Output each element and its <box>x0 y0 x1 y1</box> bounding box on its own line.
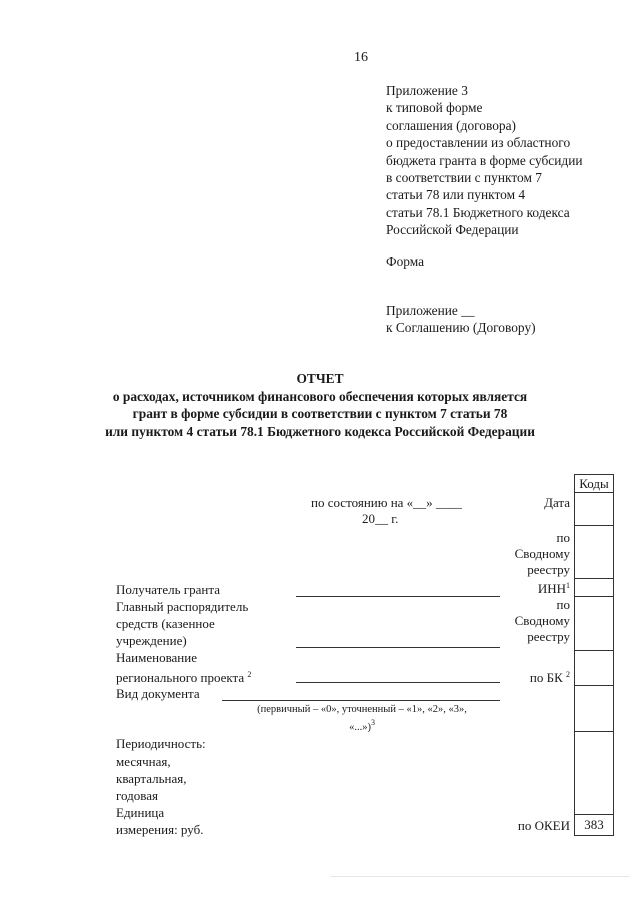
footnote-mark: 2 <box>566 670 570 679</box>
report-title <box>0 370 640 440</box>
unit-label-1: Единица <box>116 805 165 820</box>
footnote-mark: 2 <box>247 670 252 679</box>
svodny-label-1c: реестру <box>527 562 570 577</box>
bk-text: по БК <box>529 670 563 685</box>
okei-code: 383 <box>584 817 604 832</box>
doc-type-hint-line-2 <box>222 716 502 734</box>
grant-recipient-label: Получатель гранта <box>116 582 220 597</box>
attachment-line: к Соглашению (Договору) <box>386 320 536 336</box>
codes-divider <box>575 814 613 815</box>
project-name-text: регионального проекта <box>116 670 245 685</box>
doc-type-label: Вид документа <box>116 686 200 701</box>
appendix-line: Приложение 3 <box>386 83 468 98</box>
okei-label: по ОКЕИ <box>517 818 570 833</box>
page-number: 16 <box>354 50 368 65</box>
inn-text: ИНН <box>537 581 566 596</box>
appendix-line: бюджета гранта в форме субсидии <box>386 152 583 168</box>
periodicity-label-3: квартальная, <box>116 771 187 786</box>
appendix-block <box>386 82 583 239</box>
appendix-line: статьи 78.1 Бюджетного кодекса <box>386 204 570 220</box>
footnote-mark: 1 <box>566 581 570 590</box>
appendix-line: о предоставлении из областного <box>386 135 571 151</box>
periodicity-label-4: годовая <box>116 788 158 803</box>
appendix-line: Российской Федерации <box>386 222 519 238</box>
doc-type-hint <box>222 703 502 734</box>
as-of-date-line2: 20__ г. <box>362 511 399 526</box>
codes-divider <box>575 492 613 493</box>
appendix-line: статьи 78 или пунктом 4 <box>386 187 526 203</box>
appendix-line: в соответствии с пунктом 7 <box>386 170 542 186</box>
periodicity-label-2: месячная, <box>116 754 171 769</box>
report-title-line: или пунктом 4 статьи 78.1 Бюджетного кодекса Российской Федерации <box>105 423 535 439</box>
codes-divider <box>575 578 613 579</box>
codes-divider <box>575 596 613 597</box>
project-name-label-2 <box>116 667 251 687</box>
svodny-label-2b: Сводному <box>514 613 570 628</box>
appendix-line: соглашения (договора) <box>386 117 517 133</box>
project-name-label-1: Наименование <box>116 650 197 665</box>
codes-column <box>574 474 614 836</box>
main-manager-label-1: Главный распорядитель <box>116 599 249 614</box>
main-manager-field[interactable] <box>296 647 500 648</box>
codes-divider <box>575 685 613 686</box>
page-edge-divider <box>330 876 630 877</box>
codes-header: Коды <box>579 476 609 491</box>
grant-recipient-field[interactable] <box>296 596 500 597</box>
svodny-label-2c: реестру <box>527 629 570 644</box>
svodny-label-1a: по <box>556 530 570 545</box>
doc-type-hint-line: (первичный – «0», уточненный – «1», «2», «3», <box>257 704 467 715</box>
periodicity-label-1: Периодичность: <box>116 736 206 751</box>
main-manager-label-2: средств (казенное <box>116 616 215 631</box>
appendix-line: к типовой форме <box>386 100 483 116</box>
codes-divider <box>575 650 613 651</box>
attachment-line: Приложение __ <box>386 303 475 318</box>
attachment-block <box>386 302 536 337</box>
bk-label <box>530 667 570 687</box>
main-manager-label-3: учреждение) <box>116 633 187 648</box>
date-label: Дата <box>544 495 570 510</box>
report-heading: ОТЧЕТ <box>296 371 344 386</box>
report-title-line: о расходах, источником финансового обеспечения которых является <box>112 388 528 404</box>
report-title-line: грант в форме субсидии в соответствии с пунктом 7 статьи 78 <box>132 406 508 421</box>
form-label: Форма <box>386 254 425 269</box>
project-name-field[interactable] <box>296 682 500 683</box>
as-of-date-line1: по состоянию на «__» ____ <box>311 495 462 510</box>
doc-type-hint-text: «...») <box>349 722 371 733</box>
footnote-mark: 3 <box>370 718 375 727</box>
codes-divider <box>575 731 613 732</box>
svodny-label-1b: Сводному <box>514 546 570 561</box>
inn-label <box>538 578 570 598</box>
svodny-label-2a: по <box>556 597 570 612</box>
unit-label-2: измерения: руб. <box>116 822 204 837</box>
codes-divider <box>575 525 613 526</box>
doc-type-field[interactable] <box>222 700 500 701</box>
